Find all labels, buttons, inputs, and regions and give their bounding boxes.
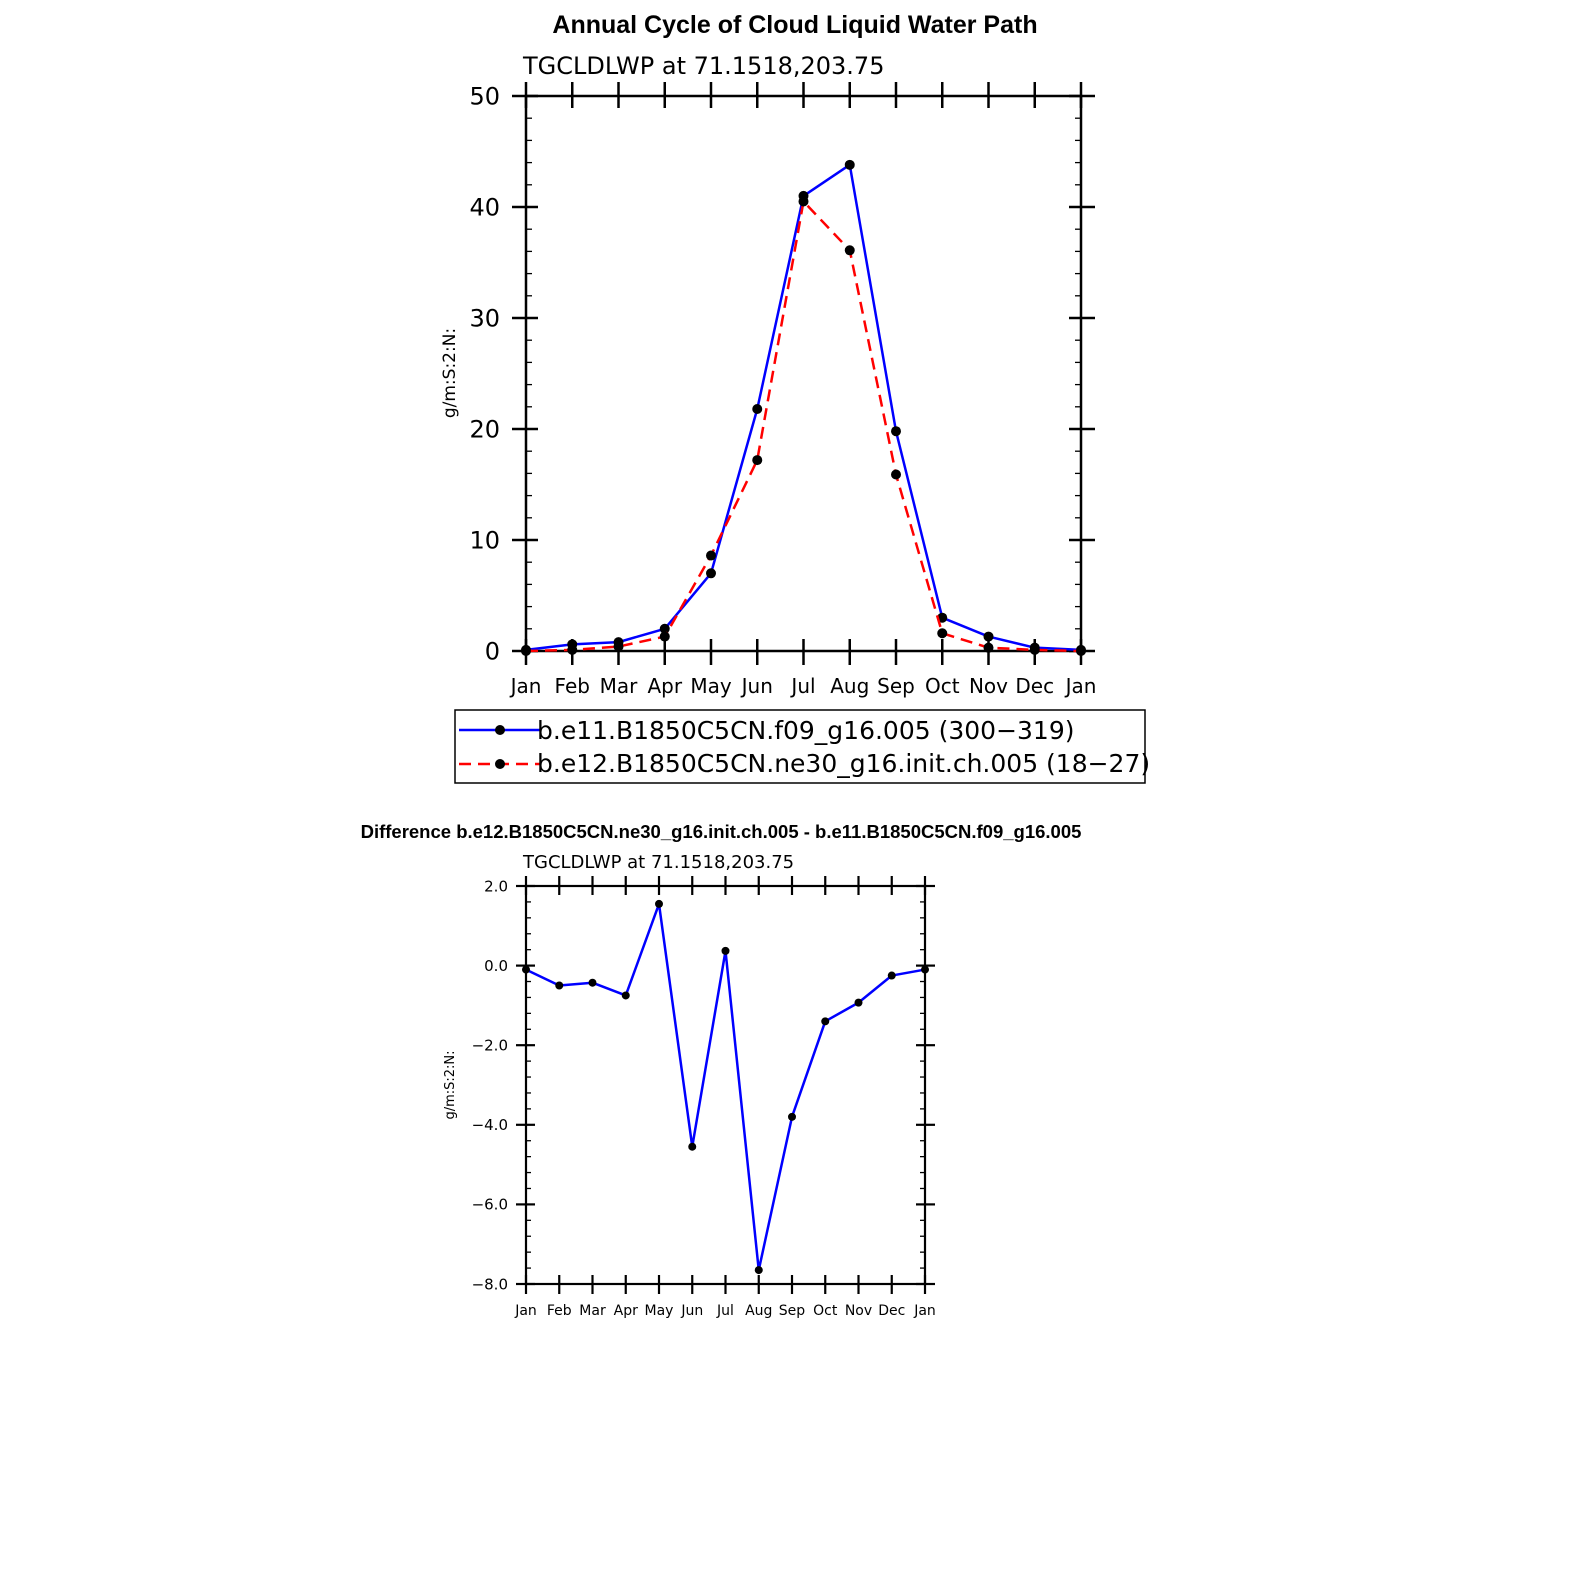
- chart0-xtick-label: Apr: [647, 674, 683, 698]
- chart0-series-2-point: [614, 642, 624, 652]
- chart0-series-1-point: [752, 404, 762, 414]
- chart1-ytick-label: −4.0: [471, 1116, 508, 1135]
- chart0-ytick-label: 0: [484, 637, 500, 666]
- chart1-series-1-point: [821, 1017, 829, 1025]
- chart0-xtick-label: Sep: [877, 674, 915, 698]
- chart1-series-1-point: [921, 966, 929, 974]
- chart1-xtick-label: Feb: [546, 1303, 572, 1319]
- chart0-xtick-label: Dec: [1015, 674, 1055, 698]
- chart1-series-1-point: [788, 1113, 796, 1121]
- chart0-series-2-point: [567, 645, 577, 655]
- chart1-xtick-label: Nov: [844, 1303, 873, 1319]
- chart1-series-1-point: [589, 979, 597, 987]
- chart1-series-1-point: [688, 1143, 696, 1151]
- chart2-title: Difference b.e12.B1850C5CN.ne30_g16.init.ch.005 - b.e11.B1850C5CN.f09_g16.005: [360, 821, 1082, 842]
- chart1-series-1-point: [755, 1266, 763, 1274]
- chart1-ylabel: g/m:S:2:N:: [440, 327, 460, 419]
- chart1-series-1-point: [622, 991, 630, 999]
- chart0-series-2-point: [706, 551, 716, 561]
- chart0-series-2-point: [845, 245, 855, 255]
- chart1-ytick-label: −8.0: [471, 1275, 508, 1294]
- chart0-series-2-point: [660, 632, 670, 642]
- chart1-xtick-label: Aug: [745, 1303, 773, 1319]
- chart1-xtick-label: Jul: [717, 1303, 734, 1319]
- chart0-xtick-label: Mar: [599, 674, 638, 698]
- chart0-xtick-label: Jul: [791, 674, 816, 698]
- chart0-series-1-point: [845, 160, 855, 170]
- chart0-series-2-point: [521, 646, 531, 656]
- chart0-series-2-point: [752, 455, 762, 465]
- chart0-ytick-label: 40: [469, 193, 500, 222]
- chart2-ylabel: g/m:S:2:N:: [443, 1050, 458, 1120]
- chart1-subtitle: TGCLDLWP at 71.1518,203.75: [523, 52, 885, 80]
- chart0-xtick-label: Nov: [968, 674, 1009, 698]
- chart1-ytick-label: −2.0: [471, 1036, 508, 1055]
- chart0-series-1-line: [526, 165, 1081, 650]
- chart0-ytick-label: 20: [469, 415, 500, 444]
- chart1-series-1-point: [522, 966, 530, 974]
- chart0-series-1-point: [706, 568, 716, 578]
- chart0-ytick-label: 30: [469, 304, 500, 333]
- chart0-xtick-label: Feb: [554, 674, 590, 698]
- chart0-ytick-label: 10: [469, 526, 500, 555]
- chart0-xtick-label: Jan: [510, 674, 542, 698]
- chart2-plot: [472, 876, 936, 1319]
- chart0-series-2-line: [526, 201, 1081, 651]
- legend-label-series-2: b.e12.B1850C5CN.ne30_g16.init.ch.005 (18−27): [537, 749, 1151, 778]
- chart1-xtick-label: Dec: [878, 1303, 906, 1319]
- chart1-series-1-point: [655, 900, 663, 908]
- chart0-series-2-point: [799, 196, 809, 206]
- chart0-series-2-point: [937, 628, 947, 638]
- chart1-frame: [526, 886, 925, 1284]
- chart1-series-1-point: [888, 972, 896, 980]
- chart0-series-2-point: [984, 643, 994, 653]
- chart1-title: Annual Cycle of Cloud Liquid Water Path: [552, 11, 1038, 39]
- chart1-ytick-label: 0.0: [484, 956, 508, 975]
- chart1-series-1-point: [855, 999, 863, 1007]
- chart0-series-2-point: [891, 470, 901, 480]
- chart0-ytick-label: 50: [469, 82, 500, 111]
- chart1-series-1-point: [722, 947, 730, 955]
- chart1-xtick-label: Oct: [813, 1303, 838, 1319]
- chart1-xtick-label: Mar: [579, 1303, 606, 1319]
- chart1-xtick-label: Jan: [914, 1303, 936, 1319]
- chart0-series-1-point: [891, 426, 901, 436]
- chart0-xtick-label: Jun: [741, 674, 773, 698]
- chart1-xtick-label: Apr: [613, 1303, 638, 1319]
- chart1-series-1-line: [526, 904, 925, 1270]
- legend-marker-series-2: [495, 759, 505, 769]
- chart1-plot: [469, 82, 1096, 698]
- chart0-series-2-point: [1030, 645, 1040, 655]
- chart0-xtick-label: Jan: [1065, 674, 1097, 698]
- chart0-xtick-label: May: [690, 674, 732, 698]
- legend-label-series-1: b.e11.B1850C5CN.f09_g16.005 (300−319): [537, 716, 1075, 745]
- chart1-legend: [455, 710, 1150, 783]
- chart1-ytick-label: 2.0: [484, 877, 508, 896]
- chart1-xtick-label: May: [644, 1303, 674, 1319]
- chart2-subtitle: TGCLDLWP at 71.1518,203.75: [523, 852, 795, 873]
- legend-marker-series-1: [495, 725, 505, 735]
- chart1-ytick-label: −6.0: [471, 1195, 508, 1214]
- chart1-xtick-label: Jan: [515, 1303, 537, 1319]
- chart1-xtick-label: Jun: [681, 1303, 704, 1319]
- chart0-series-2-point: [1076, 646, 1086, 656]
- chart0-xtick-label: Aug: [830, 674, 870, 698]
- chart0-xtick-label: Oct: [924, 674, 960, 698]
- chart0-series-1-point: [984, 632, 994, 642]
- chart0-frame: [526, 96, 1081, 651]
- chart1-series-1-point: [555, 982, 563, 990]
- chart1-xtick-label: Sep: [778, 1303, 806, 1319]
